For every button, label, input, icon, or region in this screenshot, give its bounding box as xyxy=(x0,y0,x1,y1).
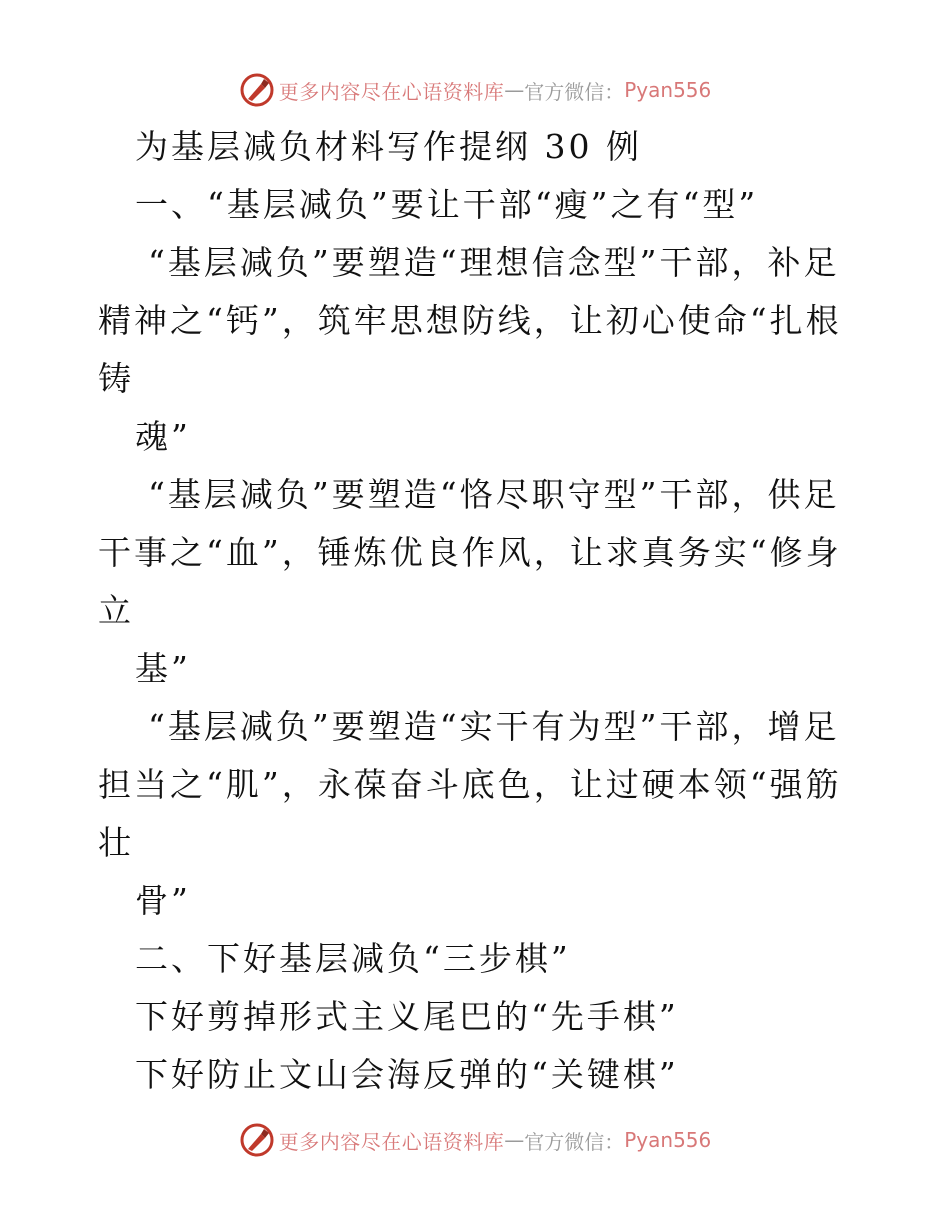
paragraph-line: 精神之“钙”，筑牢思想防线，让初心使命“扎根 xyxy=(98,301,842,340)
paragraph-line: 魂” xyxy=(135,417,191,456)
paragraph-line: “基层减负”要塑造“理想信念型”干部，补足 xyxy=(148,243,840,282)
section-heading-2: 二、下好基层减负“三步棋” xyxy=(135,939,571,978)
watermark-wechat-id: Pyan556 xyxy=(624,78,712,102)
watermark-main-text: 更多内容尽在心语资料库 xyxy=(278,1129,505,1154)
watermark-footer xyxy=(0,1118,950,1162)
watermark-dash: — xyxy=(504,1128,525,1152)
pen-logo-icon xyxy=(239,72,275,108)
paragraph-line: “基层减负”要塑造“恪尽职守型”干部，供足 xyxy=(148,475,840,514)
paragraph-line: 下好防止文山会海反弹的“关键棋” xyxy=(135,1055,679,1094)
document-body xyxy=(0,118,950,1104)
document-title: 为基层减负材料写作提纲 30 例 xyxy=(135,127,642,166)
paragraph-line: 壮 xyxy=(98,823,134,862)
watermark-wechat-id: Pyan556 xyxy=(624,1128,712,1152)
paragraph-line: 铸 xyxy=(98,359,134,398)
paragraph-line: 基” xyxy=(135,649,191,688)
paragraph-line: 担当之“肌”，永葆奋斗底色，让过硬本领“强筋 xyxy=(98,765,842,804)
paragraph-line: 下好剪掉形式主义尾巴的“先手棋” xyxy=(135,997,679,1036)
paragraph-line: 干事之“血”，锤炼优良作风，让求真务实“修身 xyxy=(98,533,842,572)
section-heading-1: 一、“基层减负”要让干部“瘦”之有“型” xyxy=(135,185,759,224)
pen-logo-icon xyxy=(239,1122,275,1158)
watermark-sub-text: 官方微信： xyxy=(524,1129,625,1154)
paragraph-line: 立 xyxy=(98,591,134,630)
paragraph-line: “基层减负”要塑造“实干有为型”干部，增足 xyxy=(148,707,840,746)
watermark-header xyxy=(0,68,950,112)
watermark-main-text: 更多内容尽在心语资料库 xyxy=(278,79,505,104)
watermark-dash: — xyxy=(504,78,525,102)
paragraph-line: 骨” xyxy=(135,881,191,920)
watermark-sub-text: 官方微信： xyxy=(524,79,625,104)
